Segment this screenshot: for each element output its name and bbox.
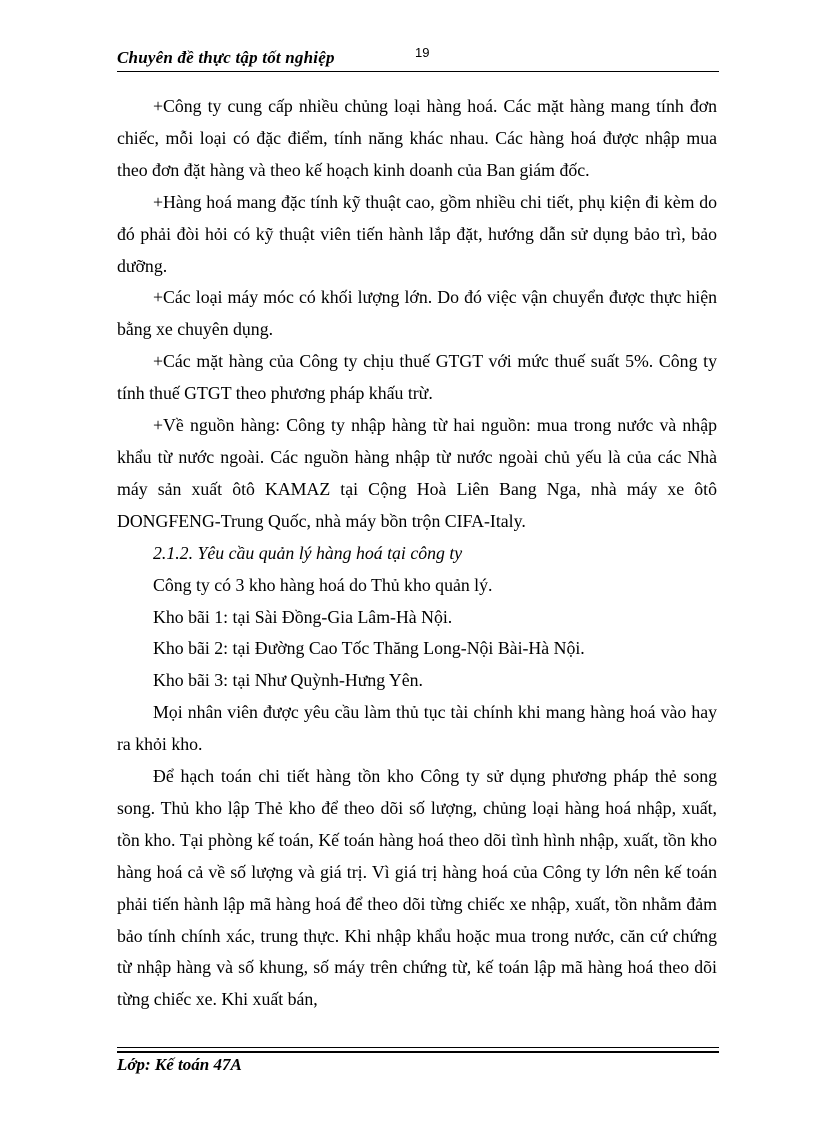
line-warehouses: Công ty có 3 kho hàng hoá do Thủ kho quản lý.	[153, 574, 493, 595]
paragraph-vat: +Các mặt hàng của Công ty chịu thuế GTGT với mức thuế suất 5%. Công ty tính thuế GTGT theo phương pháp khấu trừ.	[117, 351, 717, 404]
line-warehouse-2: Kho bãi 2: tại Đường Cao Tốc Thăng Long-Nội Bài-Hà Nội.	[153, 638, 585, 659]
line-warehouse-1: Kho bãi 1: tại Sài Đồng-Gia Lâm-Hà Nội.	[153, 606, 453, 627]
paragraph-heavy-machinery: +Các loại máy móc có khối lượng lớn. Do đó việc vận chuyển được thực hiện bằng xe chuyên dụng.	[117, 287, 717, 340]
page-number: 19	[415, 45, 430, 60]
page-header	[117, 45, 719, 72]
footer-class-label: Lớp: Kế toán 47A	[117, 1055, 242, 1074]
paragraph-technical-features: +Hàng hoá mang đặc tính kỹ thuật cao, gồm nhiều chi tiết, phụ kiện đi kèm do đó phải đòi hỏi có kỹ thuật viên tiến hành lắp đặt, hướng dẫn sử dụng bảo trì, bảo dưỡng.	[117, 191, 717, 276]
line-warehouse-3: Kho bãi 3: tại Như Quỳnh-Hưng Yên.	[153, 670, 423, 691]
document-body	[117, 91, 717, 1016]
header-rule	[117, 71, 719, 72]
paragraph-procedures: Mọi nhân viên được yêu cầu làm thủ tục tài chính khi mang hàng hoá vào hay ra khỏi kho.	[117, 702, 717, 755]
paragraph-product-variety: +Công ty cung cấp nhiều chủng loại hàng hoá. Các mặt hàng mang tính đơn chiếc, mỗi loại có đặc điểm, tính năng khác nhau. Các hàng hoá được nhập mua theo đơn đặt hàng và theo kế hoạch kinh doanh của Ban giám đốc.	[117, 96, 717, 180]
paragraph-accounting: Để hạch toán chi tiết hàng tồn kho Công ty sử dụng phương pháp thẻ song song. Thủ kho lập Thẻ kho để theo dõi số lượng, chủng loại hàng hoá nhập, xuất, tồn kho. Tại phòng kế toán, Kế toán hàng hoá theo dõi tình hình nhập, xuất, tồn kho hàng hoá cả về số lượng và giá trị. Vì giá trị hàng hoá của Công ty lớn nên kế toán phải tiến hành lập mã hàng hoá để theo dõi từng chiếc xe nhập, xuất, tồn nhằm đảm bảo tính chính xác, trung thực. Khi nhập khẩu hoặc mua trong nước, căn cứ chứng từ nhập hàng và số khung, số máy trên chứng từ, kế toán lập mã hàng hoá theo dõi từng chiếc xe. Khi xuất bán,	[117, 766, 717, 1010]
section-subheading: 2.1.2. Yêu cầu quản lý hàng hoá tại công ty	[153, 542, 463, 563]
header-title: Chuyên đề thực tập tốt nghiệp	[117, 48, 335, 67]
footer-rule-thin	[117, 1047, 719, 1048]
paragraph-sources: +Về nguồn hàng: Công ty nhập hàng từ hai nguồn: mua trong nước và nhập khẩu từ nước ngoài. Các nguồn hàng nhập từ nước ngoài chủ yếu là của các Nhà máy sản xuất ôtô KAMAZ tại Cộng Hoà Liên Bang Nga, nhà máy xe ôtô DONGFENG-Trung Quốc, nhà máy bồn trộn CIFA-Italy.	[117, 415, 717, 531]
footer-rule-thick	[117, 1051, 719, 1053]
